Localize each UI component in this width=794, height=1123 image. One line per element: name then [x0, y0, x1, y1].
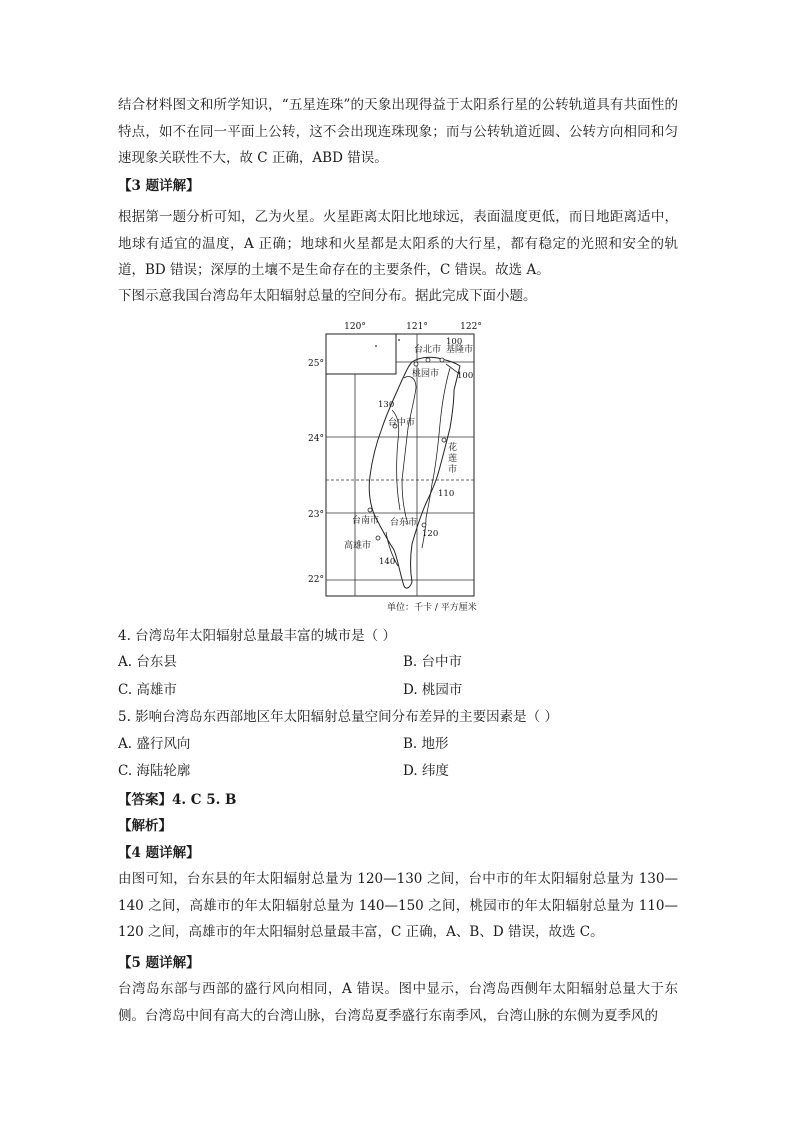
city-label: 高雄市 — [344, 541, 372, 551]
city-label: 台中市 — [388, 418, 416, 428]
question-intro: 下图示意我国台湾岛年太阳辐射总量的空间分布。据此完成下面小题。 — [118, 288, 537, 304]
q4-option-c: C. 高雄市 — [118, 682, 177, 698]
analysis-heading: 【解析】 — [118, 818, 172, 834]
city-marker — [368, 508, 372, 512]
q5-option-d: D. 纬度 — [403, 763, 449, 779]
city-label-hualien-vertical: 花莲市 — [448, 443, 458, 475]
q5-option-c: C. 海陆轮廓 — [118, 763, 191, 779]
city-label: 台东市 — [390, 518, 418, 528]
q5-stem: 5. 影响台湾岛东西部地区年太阳辐射总量空间分布差异的主要因素是（ ） — [118, 709, 558, 725]
lat-label: 22° — [308, 575, 324, 585]
inset-box — [326, 334, 396, 374]
map-unit: 单位：千卡 / 平方厘米 — [387, 603, 477, 613]
q4-option-a: A. 台东县 — [118, 654, 177, 670]
lat-label: 25° — [308, 359, 324, 369]
city-label: 台北市 — [414, 345, 442, 355]
city-marker — [422, 523, 426, 527]
q3-detail-text: 根据第一题分析可知，乙为火星。火星距离太阳比地球远，表面温度更低，而日地距离适中，地球有适宜的温度，A 正确；地球和火星都是太阳系的大行星，都有稳定的光照和安全的轨道，BD 错误；深厚的土壤不是生命存在的主要条件，C 错误。故选 A。 — [118, 209, 678, 278]
city-label: 桃园市 — [412, 369, 440, 379]
q5-option-a: A. 盛行风向 — [118, 736, 191, 752]
lon-label: 120° — [344, 322, 366, 332]
isoline-label: 110 — [438, 489, 455, 499]
city-marker — [442, 438, 446, 442]
lat-label: 23° — [308, 510, 324, 520]
lat-label: 24° — [308, 434, 324, 444]
q4-detail-text: 由图可知，台东县的年太阳辐射总量为 120—130 之间，台中市的年太阳辐射总量为 130—140 之间，高雄市的年太阳辐射总量为 140—150 之间，桃园市的年太阳辐射总量为 110—120 之间，高雄市的年太阳辐射总量最丰富，C 正确，A、B、D 错误，故选 C。 — [118, 871, 678, 940]
q3-detail-heading: 【3 题详解】 — [118, 178, 200, 194]
isoline-label: 100 — [457, 371, 474, 381]
q4-stem: 4. 台湾岛年太阳辐射总量最丰富的城市是（ ） — [118, 628, 396, 644]
city-label: 台南市 — [352, 516, 380, 526]
q5-detail-text: 台湾岛东部与西部的盛行风向相同，A 错误。图中显示，台湾岛西侧年太阳辐射总量大于东侧。台湾岛中间有高大的台湾山脉，台湾岛夏季盛行东南季风，台湾山脉的东侧为夏季风的 — [118, 981, 678, 1024]
taiwan-island-outline — [369, 357, 460, 588]
answer-explanation-q2: 结合材料图文和所学知识，“五星连珠”的天象出现得益于太阳系行星的公转轨道具有共面性的特点，如不在同一平面上公转，这不会出现连珠现象；而与公转轨道近圆、公转方向相同和匀速现象关联性不大，故 C 正确，ABD 错误。 — [118, 97, 678, 166]
isoline-label: 130 — [378, 400, 395, 410]
lon-label: 121° — [406, 322, 428, 332]
city-marker — [440, 358, 444, 362]
q5-detail-heading: 【5 题详解】 — [118, 955, 200, 971]
q5-option-b: B. 地形 — [403, 736, 449, 752]
isoline-label: 100 — [446, 337, 463, 347]
q4-option-b: B. 台中市 — [403, 654, 463, 670]
city-marker — [376, 536, 380, 540]
taiwan-radiation-map — [300, 312, 500, 618]
city-marker — [426, 358, 430, 362]
lon-label: 122° — [460, 322, 482, 332]
isoline-label: 140 — [379, 557, 396, 567]
city-label: 基隆市 — [446, 345, 474, 355]
q4-option-d: D. 桃园市 — [403, 682, 463, 698]
q4-detail-heading: 【4 题详解】 — [118, 845, 200, 861]
city-marker — [414, 362, 418, 366]
answer-line: 【答案】4. C 5. B — [118, 792, 237, 808]
isoline-label: 120 — [422, 529, 439, 539]
